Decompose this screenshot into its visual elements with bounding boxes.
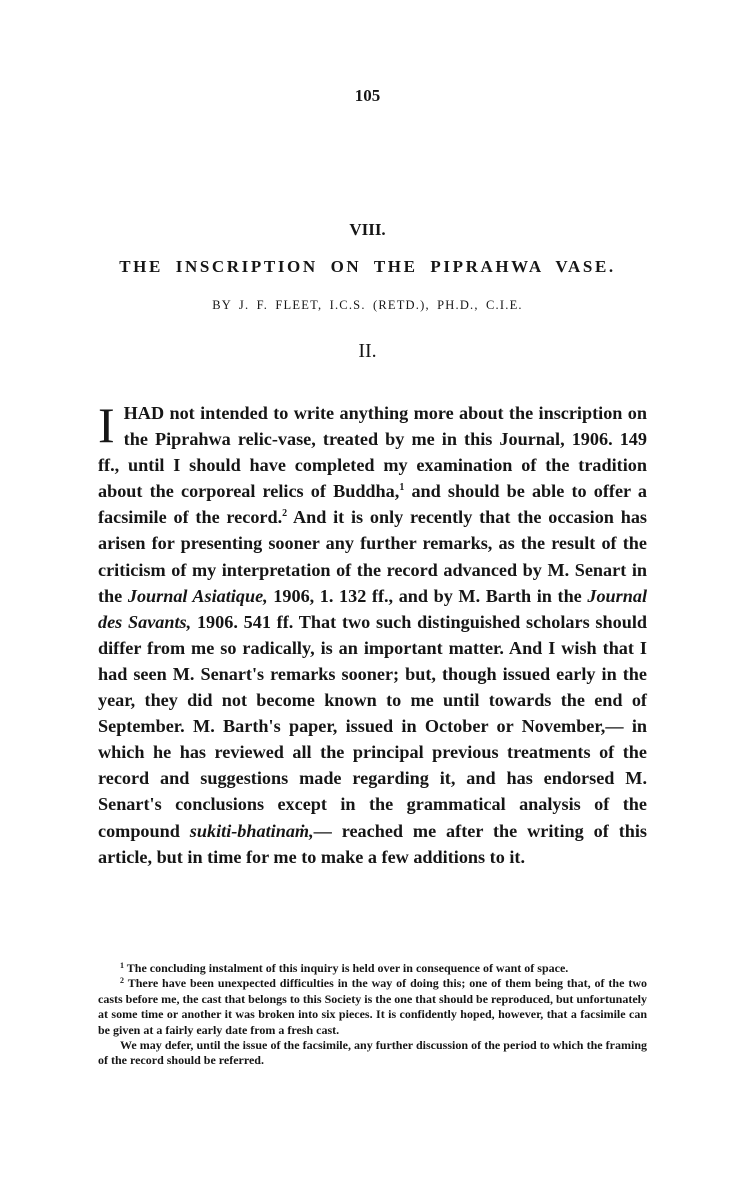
compound-term: sukiti-bhatinaṁ, bbox=[189, 820, 314, 841]
footnote-text: The concluding instalment of this inquiry is held over in consequence of want of space. bbox=[124, 961, 569, 975]
footnote-mark: 2 bbox=[120, 976, 124, 986]
body-segment: and should be able to offer a facsimile of the record. bbox=[98, 481, 647, 528]
journal-title: Journal des Savants, bbox=[98, 585, 648, 632]
author-byline: BY J. F. FLEET, I.C.S. (RETD.), PH.D., C.I.E. bbox=[212, 298, 523, 312]
part-number: II. bbox=[358, 340, 377, 362]
footnote-ref-1[interactable]: 1 bbox=[399, 482, 405, 494]
journal-title: Journal Asiatique, bbox=[127, 585, 268, 606]
footnote-mark: 1 bbox=[120, 961, 124, 970]
article-title: THE INSCRIPTION ON THE PIPRAHWA VASE. bbox=[119, 257, 616, 276]
body-segment: 1906, 1. 132 ff., and by M. Barth in the bbox=[267, 585, 588, 606]
footnotes bbox=[98, 961, 647, 1069]
drop-cap: I bbox=[98, 397, 115, 453]
body-segment: And it is only recently that the occasion has arisen for presenting sooner any further remarks, as the result of the criticism of my interpretation of the record advanced by M. Senart in the bbox=[98, 507, 647, 606]
footnote-text: We may defer, until the issue of the facsimile, any further discussion of the period to which the framing of the record should be referred. bbox=[98, 1038, 647, 1068]
body-segment: HAD not intended to write anything more about the inscription on the Piprahwa relic-vase, treated by me in this Journal, 1906. 149 ff., until I should have completed my examination of the tradition about the corporeal relics of Buddha, bbox=[98, 403, 647, 502]
section-number: VIII. bbox=[349, 220, 386, 239]
body-segment: — reached me after the writing of this article, but in time for me to make a few additions to it. bbox=[98, 820, 648, 867]
footnote-2-continued bbox=[98, 1038, 647, 1069]
body-segment: 1906. 541 ff. That two such distinguished scholars should differ from me so radically, is an important matter. And I wish that I had seen M. Senart's remarks sooner; but, though issued early in the year, they did not become known to me until towards the end of September. M. Barth's paper, issued in October or November,— in which he has reviewed all the principal previous treatments of the record and suggestions made regarding it, and has endorsed M. Senart's conclusions except in the grammatical analysis of the compound bbox=[98, 611, 647, 841]
page-number: 105 bbox=[354, 86, 381, 105]
footnote-ref-2[interactable]: 2 bbox=[282, 508, 288, 520]
body-paragraph bbox=[98, 397, 648, 870]
footnote-text: There have been unexpected difficulties in the way of doing this; one of them being that, of the two casts before me, the cast that belongs to this Society is the one that should be reproduced, but unfortunately at some time or another it was broken into six pieces. It is confidently hoped, however, that a facsimile can be given at a fairly early date from a fresh cast. bbox=[98, 976, 647, 1037]
footnote-1 bbox=[98, 961, 647, 976]
footnote-2 bbox=[98, 976, 647, 1038]
body-text bbox=[98, 397, 648, 870]
